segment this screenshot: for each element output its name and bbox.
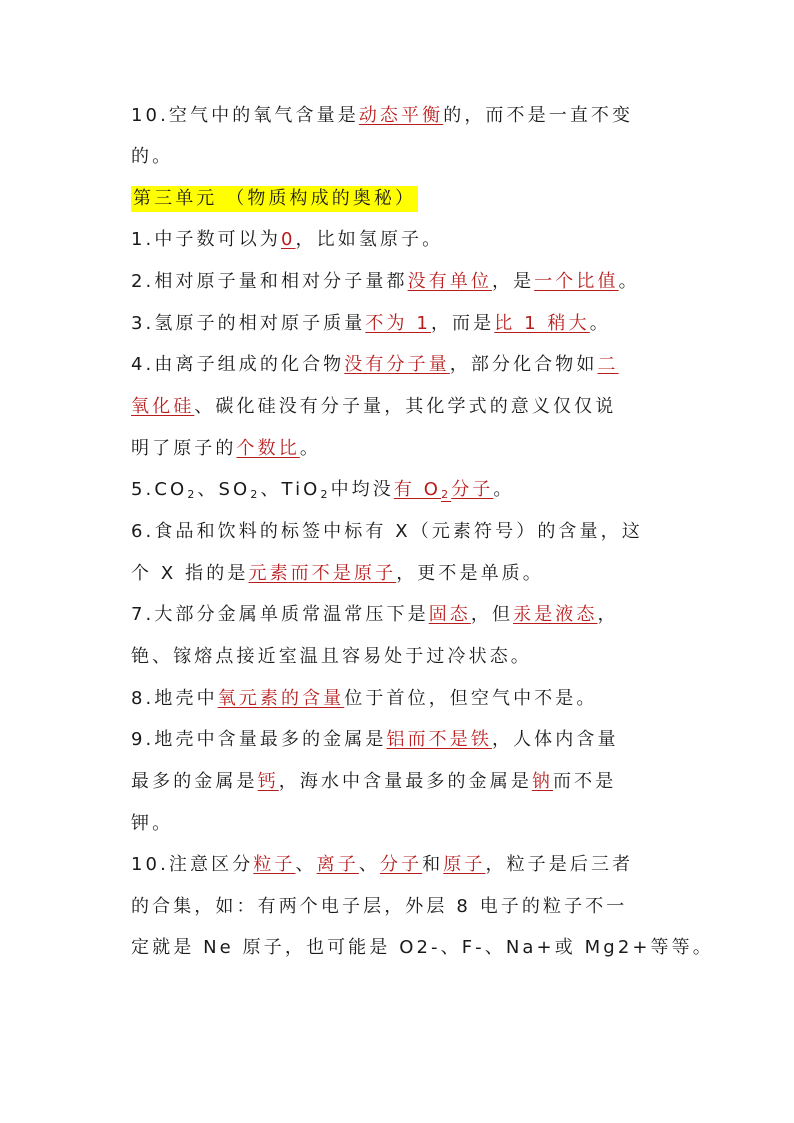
underlined-key-term: 离子 xyxy=(316,854,359,875)
underlined-key-term: 没有分子量 xyxy=(344,354,450,375)
text-segment: 2.相对原子量和相对分子量都 xyxy=(131,271,408,292)
underlined-key-term: 有 O xyxy=(393,479,442,500)
text-line xyxy=(131,225,731,255)
underlined-key-term: 铝而不是铁 xyxy=(386,729,492,750)
text-segment: 。 xyxy=(618,271,640,292)
underlined-key-term: 粒子 xyxy=(253,854,296,875)
section-heading xyxy=(131,184,731,214)
text-segment: ，粒子是后三者 xyxy=(485,854,634,875)
text-line xyxy=(131,850,731,880)
underlined-key-term: 汞是液态 xyxy=(513,604,598,625)
text-segment: 5.CO xyxy=(131,479,188,500)
text-segment: 1.中子数可以为 xyxy=(131,229,281,250)
text-segment: 和 xyxy=(422,854,444,875)
text-line xyxy=(131,892,731,922)
text-segment: 明了原子的 xyxy=(131,438,237,459)
text-line xyxy=(131,392,731,422)
text-line xyxy=(131,559,731,589)
underlined-key-term: 钙 xyxy=(257,771,279,792)
text-line xyxy=(131,600,731,630)
text-segment: 7.大部分金属单质常温常压下是 xyxy=(131,604,429,625)
text-line xyxy=(131,933,731,963)
text-segment: 位于首位，但空气中不是。 xyxy=(344,688,598,709)
text-line xyxy=(131,309,731,339)
subscript: 2 xyxy=(250,488,261,501)
text-line xyxy=(131,101,731,131)
text-segment: 3.氢原子的相对原子质量 xyxy=(131,313,366,334)
text-line xyxy=(131,517,731,547)
text-segment: 中均没 xyxy=(330,479,394,500)
text-segment: 、TiO xyxy=(260,479,321,500)
text-segment: 铯、镓熔点接近室温且容易处于过冷状态。 xyxy=(131,646,532,667)
text-segment: 第三单元 （物质构成的奥秘） xyxy=(133,188,417,209)
text-segment: 、SO xyxy=(197,479,251,500)
text-segment: ，人体内含量 xyxy=(491,729,619,750)
text-segment: 的合集，如：有两个电子层，外层 8 电子的粒子不一 xyxy=(131,896,628,917)
heading-highlight xyxy=(131,186,418,212)
text-segment: 8.地壳中 xyxy=(131,688,218,709)
text-segment: 最多的金属是 xyxy=(131,771,258,792)
text-segment: ，比如氢原子。 xyxy=(295,229,444,250)
text-segment: 的。 xyxy=(131,146,174,167)
text-segment: 、碳化硅没有分子量，其化学式的意义仅仅说 xyxy=(194,396,617,417)
text-segment: 10.空气中的氧气含量是 xyxy=(131,105,359,126)
text-segment: 钾。 xyxy=(131,813,174,834)
text-line xyxy=(131,725,731,755)
text-segment: ，但 xyxy=(470,604,514,625)
underlined-key-term: 一个比值 xyxy=(534,271,619,292)
subscript: 2 xyxy=(320,488,331,501)
text-segment: ，部分化合物如 xyxy=(449,354,598,375)
text-segment: ，是 xyxy=(491,271,535,292)
underlined-key-term: 分子 xyxy=(451,479,494,500)
text-segment: 个 X 指的是 xyxy=(131,563,249,584)
text-line xyxy=(131,642,731,672)
underlined-key-term: 2 xyxy=(441,488,452,501)
underlined-key-term: 不为 1 xyxy=(365,313,431,334)
text-segment: 6.食品和饮料的标签中标有 X（元素符号）的含量，这 xyxy=(131,521,643,542)
underlined-key-term: 0 xyxy=(280,229,296,250)
underlined-key-term: 氧元素的含量 xyxy=(217,688,345,709)
underlined-key-term: 元素而不是原子 xyxy=(248,563,397,584)
text-line xyxy=(131,267,731,297)
text-segment: 、 xyxy=(358,854,380,875)
text-segment: 而不是 xyxy=(553,771,617,792)
text-line xyxy=(131,475,731,505)
text-line xyxy=(131,434,731,464)
text-segment: ，海水中含量最多的金属是 xyxy=(278,771,532,792)
text-segment: ，而是 xyxy=(430,313,495,334)
underlined-key-term: 固态 xyxy=(428,604,471,625)
text-segment: 。 xyxy=(299,438,321,459)
text-line xyxy=(131,684,731,714)
text-segment: 。 xyxy=(493,479,515,500)
subscript: 2 xyxy=(187,488,198,501)
text-segment: 10.注意区分 xyxy=(131,854,254,875)
underlined-key-term: 原子 xyxy=(443,854,486,875)
text-segment: 定就是 Ne 原子，也可能是 O2-、F-、Na+或 Mg2+等等。 xyxy=(131,937,714,958)
text-segment: 4.由离子组成的化合物 xyxy=(131,354,345,375)
text-line xyxy=(131,767,731,797)
text-segment: 。 xyxy=(589,313,611,334)
underlined-key-term: 二 xyxy=(597,354,619,375)
underlined-key-term: 没有单位 xyxy=(407,271,492,292)
text-line xyxy=(131,350,731,380)
text-line xyxy=(131,142,731,172)
underlined-key-term: 钠 xyxy=(531,771,554,792)
text-segment: 的，而不是一直不变 xyxy=(443,105,634,126)
text-segment: 9.地壳中含量最多的金属是 xyxy=(131,729,387,750)
text-line xyxy=(131,809,731,839)
underlined-key-term: 分子 xyxy=(379,854,423,875)
underlined-key-term: 比 1 稍大 xyxy=(494,313,590,334)
underlined-key-term: 动态平衡 xyxy=(358,105,444,126)
underlined-key-term: 氧化硅 xyxy=(131,396,195,417)
underlined-key-term: 个数比 xyxy=(236,438,300,459)
text-segment: ， xyxy=(597,604,619,625)
text-segment: 、 xyxy=(295,854,317,875)
text-segment: ，更不是单质。 xyxy=(396,563,544,584)
